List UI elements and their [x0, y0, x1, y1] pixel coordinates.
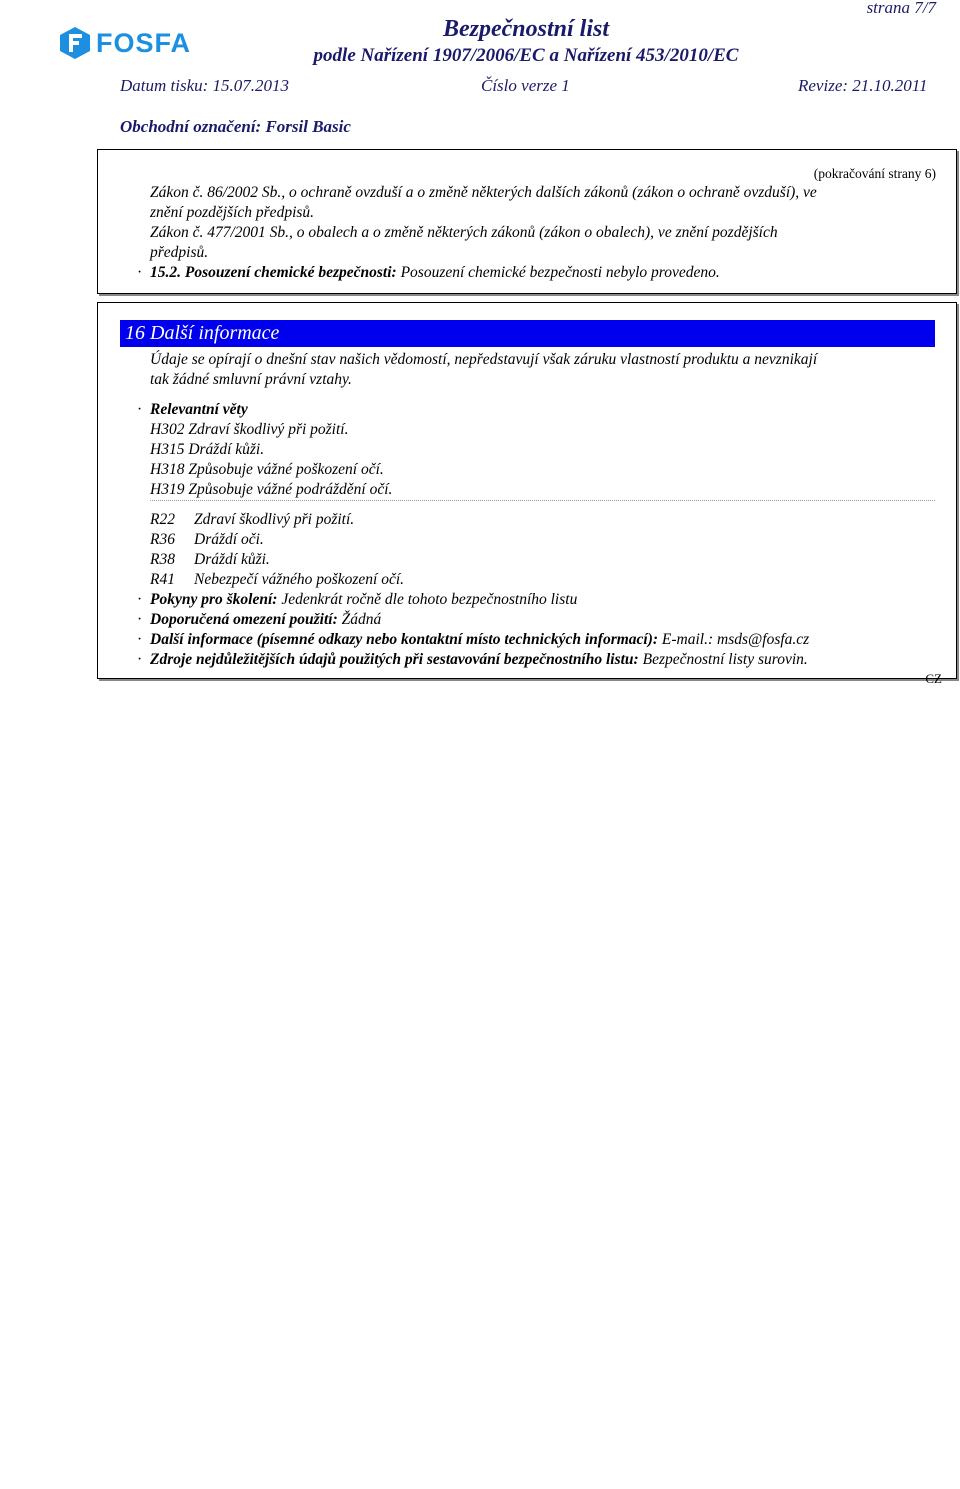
dotted-separator	[150, 500, 935, 501]
r-text: Dráždí kůži.	[194, 551, 270, 568]
r-code: R22	[150, 511, 175, 528]
r-phrase	[150, 530, 264, 550]
h-phrase: H302 Zdraví škodlivý při požití.	[150, 421, 349, 438]
r-code: R41	[150, 571, 175, 588]
item-number: 15.2.	[150, 264, 181, 281]
contact-information	[137, 630, 810, 650]
h-phrase: H315 Dráždí kůži.	[150, 441, 265, 458]
h-phrase: H319 Způsobuje vážné podráždění očí.	[150, 481, 393, 498]
law-477-line-1: Zákon č. 477/2001 Sb., o obalech a o změně některých zákonů (zákon o obalech), ve znění pozdějších	[150, 224, 778, 241]
chemical-safety-assessment	[137, 263, 720, 283]
r-text: Dráždí oči.	[194, 531, 264, 548]
intro-line-2: tak žádné smluvní právní vztahy.	[150, 371, 352, 388]
training-instructions	[137, 590, 578, 610]
r-code: R36	[150, 531, 175, 548]
relevant-phrases-label	[137, 400, 248, 420]
bullet-dot: ·	[137, 651, 143, 668]
logo-text: FOSFA	[96, 27, 192, 58]
intro-line-1: Údaje se opírají o dnešní stav našich vědomostí, nepředstavují však záruku vlastností produktu a nevznikají	[150, 351, 818, 368]
item-value: Posouzení chemické bezpečnosti nebylo provedeno.	[400, 264, 720, 281]
restriction-label: Doporučená omezení použití:	[150, 611, 338, 628]
law-86-line-1: Zákon č. 86/2002 Sb., o ochraně ovzduší a o změně některých dalších zákonů (zákon o ochraně ovzduší), ve	[150, 184, 817, 201]
r-phrase	[150, 570, 404, 590]
r-code: R38	[150, 551, 175, 568]
h-phrase: H318 Způsobuje vážné poškození očí.	[150, 461, 384, 478]
continuation-note: (pokračování strany 6)	[813, 166, 936, 181]
language-tag: CZ	[925, 671, 942, 686]
contact-email: E-mail.: msds@fosfa.cz	[661, 631, 810, 648]
version-number: Číslo verze 1	[481, 76, 570, 95]
data-sources	[137, 650, 808, 670]
bullet-dot: ·	[137, 591, 143, 608]
page-number: strana 7/7	[866, 0, 936, 17]
item-label: Posouzení chemické bezpečnosti:	[184, 264, 397, 281]
law-86-line-2: znění pozdějších předpisů.	[150, 204, 315, 221]
training-value: Jedenkrát ročně dle tohoto bezpečnostního listu	[281, 591, 578, 608]
bullet-dot: ·	[137, 631, 143, 648]
section-16-heading: 16 Další informace	[120, 320, 935, 347]
sources-label: Zdroje nejdůležitějších údajů použitých při sestavování bezpečnostního listu:	[150, 651, 639, 668]
use-restrictions	[137, 610, 382, 630]
document-subtitle: podle Nařízení 1907/2006/EC a Nařízení 453/2010/EC	[313, 45, 739, 66]
bullet-dot: ·	[137, 264, 143, 281]
relevant-label-text: Relevantní věty	[150, 401, 248, 418]
restriction-value: Žádná	[341, 611, 382, 628]
document-title: Bezpečnostní list	[442, 16, 610, 42]
contact-label: Další informace (písemné odkazy nebo kontaktní místo technických informací):	[150, 631, 659, 648]
training-label: Pokyny pro školení:	[150, 591, 278, 608]
print-date: Datum tisku: 15.07.2013	[120, 76, 290, 95]
trade-name: Obchodní označení: Forsil Basic	[120, 117, 351, 136]
bullet-dot: ·	[137, 611, 143, 628]
r-phrase	[150, 550, 270, 570]
r-phrase	[150, 510, 354, 530]
r-text: Zdraví škodlivý při požití.	[194, 511, 355, 528]
revision-date: Revize: 21.10.2011	[798, 76, 928, 95]
r-text: Nebezpečí vážného poškození očí.	[194, 571, 405, 588]
sources-value: Bezpečnostní listy surovin.	[642, 651, 808, 668]
bullet-dot: ·	[137, 401, 143, 418]
law-477-line-2: předpisů.	[150, 244, 209, 261]
